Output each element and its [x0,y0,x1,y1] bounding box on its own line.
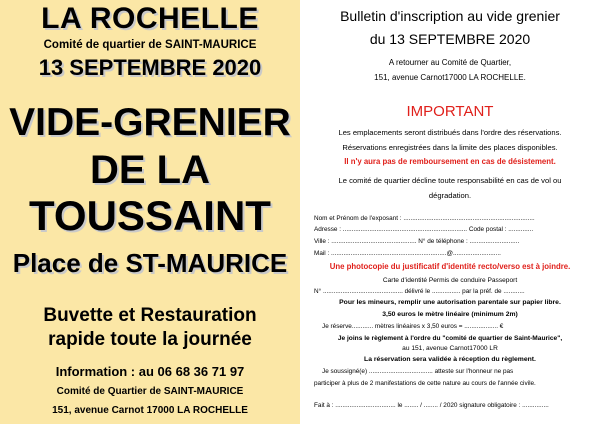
field-id-number[interactable]: N° ............................................. délivré le ................ par la préf. de ............ [314,288,525,295]
field-address[interactable]: Adresse : ...................................................................... Code postal : .............. [314,226,534,233]
poster-food-line2: rapide toute la journée [48,329,252,350]
registration-form [300,0,600,424]
field-name[interactable]: Nom et Prénom de l'exposant : .......................................................................... [314,215,535,222]
field-email[interactable]: Mail : .................................................................@........................... [314,250,501,257]
field-city-phone[interactable]: Ville : ................................................ N° de téléphone : ............................ [314,238,520,245]
poster-city: LA ROCHELLE [41,2,259,35]
validation-note: La réservation sera validée à réception du règlement. [364,356,536,363]
payment-note-line1: Je joins le règlement à l'ordre du "comité de quartier de Saint-Maurice", [337,335,563,342]
sworn-statement-line2: participer à plus de 2 manifestations de cette nature au cours de l'année civile. [314,380,536,387]
poster-title-line1: VIDE-GRENIER [9,101,291,144]
form-title-line1: Bulletin d'inscription au vide grenier [340,8,560,24]
poster-info-phone: Information : au 06 68 36 71 97 [55,364,245,379]
field-signature[interactable]: Fait à : .................................. le ........ / ........ / 2020 signature obligatoire : ............... [314,402,549,409]
field-sworn-statement[interactable]: Je soussigné(e) .................................... atteste sur l'honneur ne pas [322,368,514,375]
form-return-line2: 151, avenue Carnot17000 LA ROCHELLE. [374,73,526,82]
minors-note: Pour les mineurs, remplir une autorisation parentale sur papier libre. [339,299,561,306]
rule-limit: Réservations enregistrées dans la limite des places disponibles. [342,143,558,152]
rule-order: Les emplacements seront distribués dans l'ordre des réservations. [338,128,562,137]
rule-liability-line2: dégradation. [428,191,472,200]
form-title-line2: du 13 SEPTEMBRE 2020 [369,31,531,47]
poster-food-line1: Buvette et Restauration [43,305,257,326]
poster-title-line3: TOUSSAINT [29,192,271,239]
important-heading: IMPORTANT [406,103,494,120]
poster-date: 13 SEPTEMBRE 2020 [38,55,262,80]
poster-organizer: Comité de Quartier de SAINT-MAURICE [56,386,244,397]
rule-no-refund: Il n'y aura pas de remboursement en cas de désistement. [344,157,556,166]
poster-address: 151, avenue Carnot 17000 LA ROCHELLE [52,405,248,416]
payment-note-line2: au 151, avenue Carnot17000 LR [402,345,498,352]
rule-liability-line1: Le comité de quartier décline toute responsabilité en cas de vol ou [338,176,562,185]
poster-committee: Comité de quartier de SAINT-MAURICE [43,39,257,51]
id-document-types: Carte d'identité Permis de conduire Passeport [382,277,518,284]
field-reservation[interactable]: Je réserve............ mètres linéaires x 3,50 euros = ................... € [322,323,504,330]
poster-title-line2: DE LA [90,148,210,192]
price-note: 3,50 euros le mètre linéaire (minimum 2m) [382,311,518,318]
form-return-line1: A retourner au Comité de Quartier, [388,58,512,67]
photocopy-note: Une photocopie du justificatif d'identité recto/verso est à joindre. [329,262,571,271]
poster-place: Place de ST-MAURICE [12,248,288,278]
